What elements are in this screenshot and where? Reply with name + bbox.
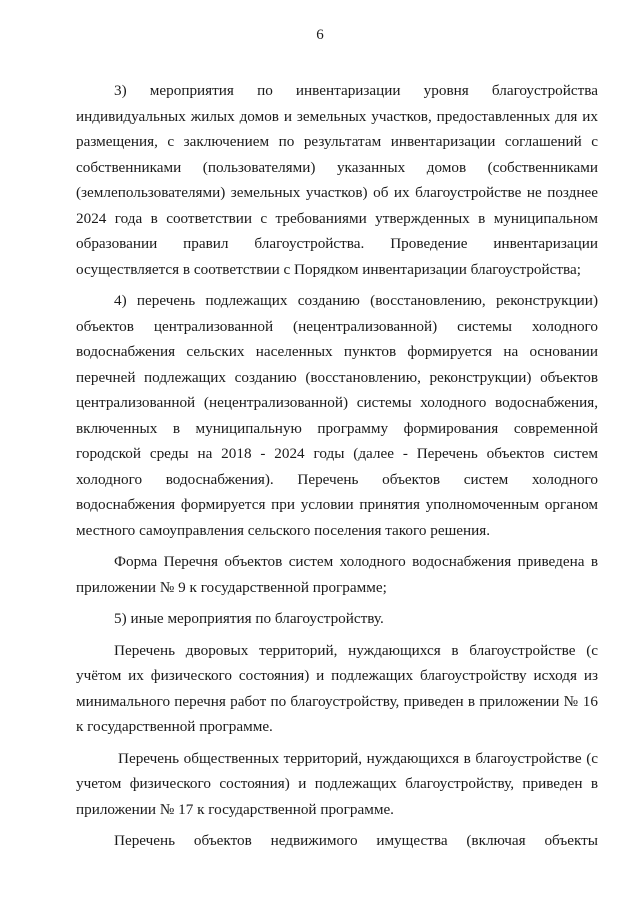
page-number: 6 bbox=[316, 27, 324, 43]
paragraph-real-estate: Перечень объектов недвижимого имущества (включая объекты bbox=[114, 832, 598, 849]
paragraph-form-cold-water: Форма Перечня объектов систем холодного водоснабжения приведена в приложении № 9 к государственной программе; bbox=[76, 553, 598, 596]
document-body bbox=[76, 78, 598, 854]
paragraph-item-4: 4) перечень подлежащих созданию (восстановлению, реконструкции) объектов централизованной (нецентрализованной) системы холодного водоснабжения сельских населенных пунктов формируется на основании перечней подлежащих созданию (восстановлению, реконструкции) объектов централизованной (нецентрализованной) системы холодного водоснабжения, включенных в муниципальную программу формирования современной городской среды на 2018 - 2024 годы (далее - Перечень объектов систем холодного водоснабжения). Перечень объектов систем холодного водоснабжения формируется при условии принятия уполномоченным органом местного самоуправления сельского поселения такого решения. bbox=[76, 292, 598, 539]
paragraph-yard-territories: Перечень дворовых территорий, нуждающихся в благоустройстве (с учётом их физического состояния) и подлежащих благоустройству исходя из минимального перечня работ по благоустройству, приведен в приложении № 16 к государственной программе. bbox=[76, 641, 598, 735]
paragraph-item-3: 3) мероприятия по инвентаризации уровня благоустройства индивидуальных жилых домов и земельных участков, предоставленных для их размещения, с заключением по результатам инвентаризации соглашений с собственниками (пользователями) указанных домов (собственниками (землепользователями) земельных участков) об их благоустройстве не позднее 2024 года в соответствии с требованиями утвержденных в муниципальном образовании правил благоустройства. Проведение инвентаризации осуществляется в соответствии с Порядком инвентаризации благоустройства; bbox=[76, 82, 598, 278]
paragraph-item-5: 5) иные мероприятия по благоустройству. bbox=[114, 610, 384, 627]
paragraph-public-territories: Перечень общественных территорий, нуждающихся в благоустройстве (с учетом физического состояния) и подлежащих благоустройству, приведен в приложении № 17 к государственной программе. bbox=[76, 749, 598, 818]
